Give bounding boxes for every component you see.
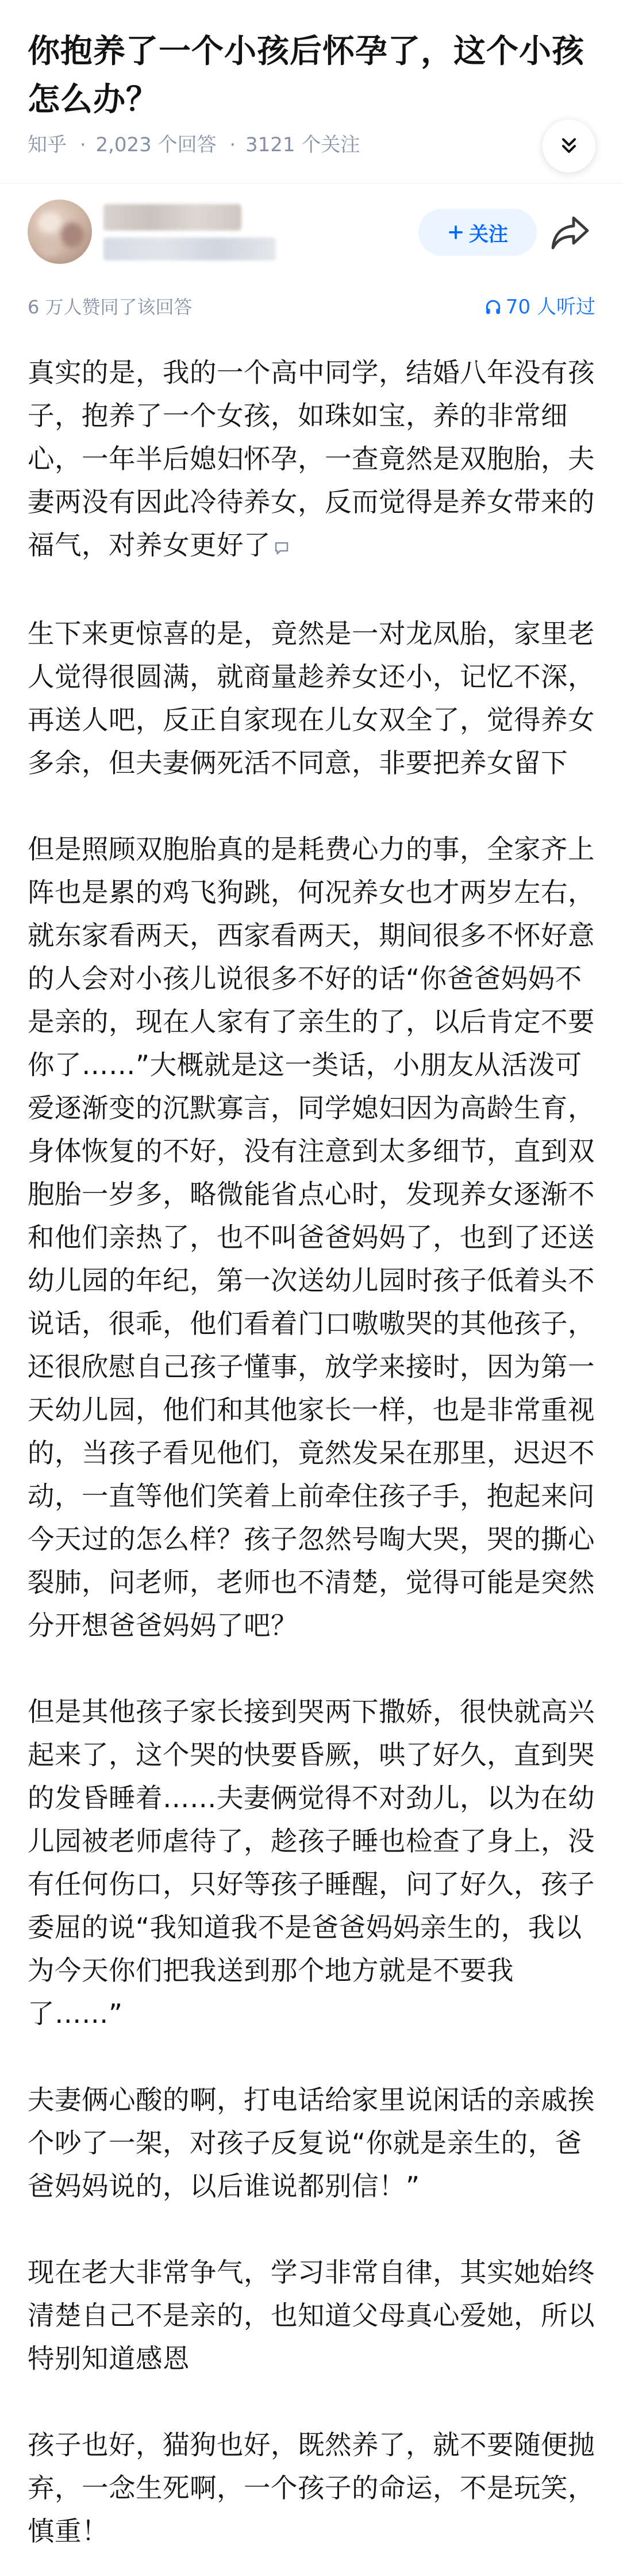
listen-count-label: 70 人听过 <box>505 296 595 319</box>
follow-label: 关注 <box>469 223 508 246</box>
answer-paragraph: 但是其他孩子家长接到哭两下撒娇，很快就高兴起来了，这个哭的快要昏厥，哄了好久，直到哭的发昏睡着……夫妻俩觉得不对劲儿，以为在幼儿园被老师虐待了，趁孩子睡也检查了身上，没有任何伤口，只好等孩子睡醒，问了好久，孩子委屈的说“我知道我不是爸爸妈妈亲生的，我以为今天你们把我送到那个地方就是不要我了……” <box>28 1696 595 2029</box>
answer-paragraph: 但是照顾双胞胎真的是耗费心力的事，全家齐上阵也是累的鸡飞狗跳，何况养女也才两岁左右，就东家看两天，西家看两天，期间很多不怀好意的人会对小孩儿说很多不好的话“你爸爸妈妈不是亲的，现在人家有了亲生的了，以后肯定不要你了……”大概就是这一类话，小朋友从活泼可爱逐渐变的沉默寡言，同学媳妇因为高龄生育，身体恢复的不好，没有注意到太多细节，直到双胞胎一岁多，略微能省点心时，发现养女逐渐不和他们亲热了，也不叫爸爸妈妈了，也到了还送幼儿园的年纪，第一次送幼儿园时孩子低着头不说话，很乖，他们看着门口嗷嗷哭的其他孩子，还很欣慰自己孩子懂事，放学来接时，因为第一天幼儿园，他们和其他家长一样，也是非常重视的，当孩子看见他们，竟然发呆在那里，迟迟不动，一直等他们笑着上前牵住孩子手，抱起来问今天过的怎么样？孩子忽然号啕大哭，哭的撕心裂肺，问老师，老师也不清楚，觉得可能是突然分开想爸爸妈妈了吧？ <box>28 834 595 1641</box>
author-bio <box>103 237 276 260</box>
plus-icon <box>447 224 464 241</box>
expand-question-button[interactable] <box>543 120 595 172</box>
meta-separator: · <box>229 133 236 156</box>
question-meta <box>28 132 595 158</box>
stats-row <box>0 289 623 324</box>
listen-count[interactable] <box>484 295 595 319</box>
question-title[interactable]: 你抱养了一个小孩后怀孕了，这个小孩怎么办？ <box>28 33 584 118</box>
source-label: 知乎 <box>28 133 67 156</box>
answer-paragraph: 夫妻俩心酸的啊，打电话给家里说闲话的亲戚挨个吵了一架，对孩子反复说“你就是亲生的，爸爸妈妈说的，以后谁说都别信！” <box>28 2084 595 2202</box>
answer-paragraph <box>28 351 595 569</box>
vote-count: 6 万人赞同了该回答 <box>28 296 193 318</box>
question-header <box>0 0 623 158</box>
follow-button[interactable] <box>418 209 537 256</box>
answer-paragraph-text: 真实的是，我的一个高中同学，结婚八年没有孩子，抱养了一个女孩，如珠如宝，养的非常细心，一年半后媳妇怀孕，一查竟然是双胞胎，夫妻两没有因此冷待养女，反而觉得是养女带来的福气，对养女更好了 <box>28 357 595 561</box>
avatar[interactable] <box>28 200 92 264</box>
chevron-double-down-icon <box>557 135 580 158</box>
comment-bubble-icon[interactable] <box>273 526 290 569</box>
answer-count[interactable]: 2,023 个回答 <box>95 133 217 156</box>
author-name[interactable] <box>103 204 241 231</box>
meta-separator: · <box>79 133 86 156</box>
follower-count: 3121 个关注 <box>245 133 360 156</box>
answer-paragraph: 生下来更惊喜的是，竟然是一对龙凤胎，家里老人觉得很圆满，就商量趁养女还小，记忆不深，再送人吧，反正自家现在儿女双全了，觉得养女多余，但夫妻俩死活不同意，非要把养女留下 <box>28 618 595 779</box>
answer-paragraph: 现在老大非常争气，学习非常自律，其实她始终清楚自己不是亲的，也知道父母真心爱她，所以特别知道感恩 <box>28 2257 595 2374</box>
share-arrow-icon <box>548 212 592 252</box>
headphones-icon <box>484 298 502 316</box>
author-row <box>0 200 623 286</box>
share-button[interactable] <box>548 212 592 252</box>
answer-paragraph: 孩子也好，猫狗也好，既然养了，就不要随便抛弃，一念生死啊，一个孩子的命运，不是玩笑，慎重！ <box>28 2429 595 2547</box>
answer-body <box>0 324 623 2576</box>
